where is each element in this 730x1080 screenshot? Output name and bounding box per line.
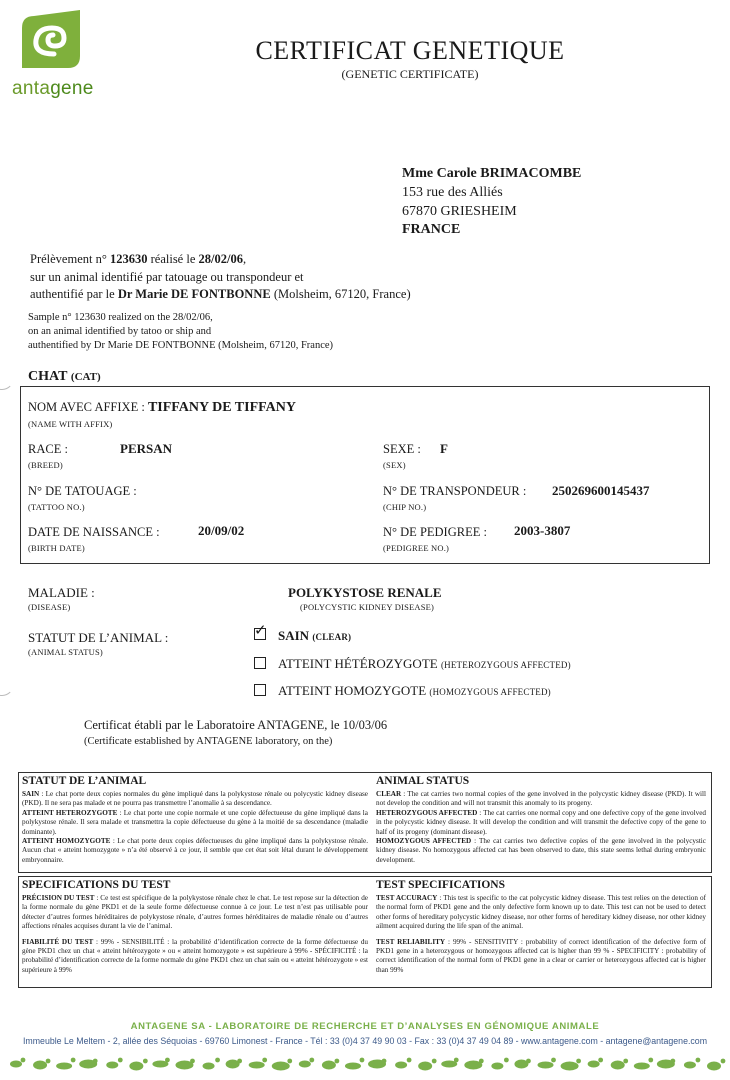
certification-line: Certificat établi par le Laboratoire ANTAGENE, le 10/03/06 <box>84 718 388 732</box>
animal-silhouette <box>395 1062 407 1069</box>
test-specs-text-en: TEST ACCURACY : This test is specific to the cat polycystic kidney disease. This test relies on the detection of the normal form of PKD1 gene and the only defective form known up to date. This test can not be used to detect other forms of hereditary polycystic kidney disease, nor other forms of hereditary kidney disease, nor other kidney ailment acquired during the life span of the animal. TEST RELIABILITY : 99% - SENSITIVITY : probability of correct identification of the defective form of PKD1 gene in a heterozygous or homozygous affected cat is higher than 99 % - SPECIFICITY : probability of correct identification of the normal form of PKD1 gene in a clear or carrier or heterozygous affected cat is higher than 99% <box>376 894 706 974</box>
test-specs-text-fr: PRÉCISION DU TEST : Ce test est spécifique de la polykystose rénale chez le chat. Le test repose sur la détection de la forme normale du gène PKD1 et de la seule forme défectueuse connue à ce jour. Le test n’est pas utilisable pour détecter d’autres formes héréditaires de polykystose rénale, d’autres formes héréditaires de maladie rénale ou d’autres affections rénales acquises durant la vie de l’animal. FIABILITÉ DU TEST : 99% - SENSIBILITÉ : la probabilité d’identification correcte de la forme défectueuse du gène PKD1 chez un chat « atteint hétérozygote » ou « atteint homozygote » est supérieure à 99% - SPÉCIFICITÉ : la probabilité d’identification correcte de la forme normale du gène PKD1 chez un chat sain ou « atteint hétérozygote » est supérieure à 99% <box>22 894 369 974</box>
animal-silhouette-head <box>215 1058 220 1063</box>
species-header: CHAT (CAT) <box>28 369 101 384</box>
animal-silhouette-head <box>479 1059 484 1064</box>
animal-silhouette-head <box>262 1058 267 1063</box>
certification-line-en: (Certificate established by ANTAGENE laboratory, on the) <box>84 736 333 747</box>
animal-silhouette-head <box>143 1059 148 1064</box>
animal-silhouette-head <box>309 1058 314 1063</box>
tattoo-sub: (TATTOO NO.) <box>28 502 85 512</box>
animal-silhouette-head <box>334 1059 339 1064</box>
disease-value: POLYKYSTOSE RENALE <box>288 585 442 600</box>
sample-en-line-2: on an animal identified by tatoo or ship and <box>28 326 212 337</box>
animal-silhouette-head <box>93 1059 98 1064</box>
status-info-text-en: CLEAR : The cat carries two normal copies of the gene involved in the polycystic kidney disease (PKD). It will not develop the condition and will not transmit this anomaly to its progeny. HETEROZYGOUS AFFECTED : The cat carries one normal copy and one defective copy of the gene involved in the polycystic kidney disease. It will develop the condition and will transmit the defective copy of the gene to half of its progeny (dominant disease). HOMOZYGOUS AFFECTED : The cat carries two defective copies of the gene involved in the polycystic kidney disease. No homozygous affected cat has been observed to date, this state seems lethal during embryonic development. <box>376 790 706 864</box>
status-label: STATUT DE L’ANIMAL : <box>28 630 169 645</box>
sample-line-3: authentifié par le Dr Marie DE FONTBONNE (Molsheim, 67120, France) <box>30 287 411 301</box>
status-info-title-en: ANIMAL STATUS <box>376 775 470 787</box>
animal-silhouette-head <box>623 1059 628 1064</box>
animal-silhouettes-icon <box>4 1051 726 1073</box>
vet-name: Dr Marie DE FONTBONNE <box>117 287 271 301</box>
animal-silhouette <box>418 1062 432 1071</box>
punch-hole-mark <box>0 672 14 696</box>
pedigree-sub: (PEDIGREE NO.) <box>383 543 450 553</box>
animal-silhouette-head <box>237 1059 242 1064</box>
status-option-homozygous: ATTEINT HOMOZYGOTE (HOMOZYGOUS AFFECTED) <box>278 683 551 698</box>
sample-en-line-1: Sample n° 123630 realized on the 28/02/06, <box>28 312 213 323</box>
animal-silhouette-head <box>118 1058 123 1063</box>
certificate-subtitle: (GENETIC CERTIFICATE) <box>341 67 479 81</box>
punch-hole-mark <box>0 366 14 390</box>
animal-silhouette-head <box>454 1058 459 1063</box>
animal-silhouette <box>10 1061 22 1068</box>
animal-silhouette <box>322 1061 336 1070</box>
status-option-homozygous-checkbox <box>254 684 266 696</box>
recipient-name: Mme Carole BRIMACOMBE <box>402 166 582 181</box>
animal-silhouette-head <box>382 1059 387 1064</box>
animal-silhouette-head <box>360 1058 365 1063</box>
animal-silhouette <box>611 1061 625 1070</box>
status-info-title-fr: STATUT DE L’ANIMAL <box>22 775 147 787</box>
animal-silhouette <box>345 1063 361 1070</box>
name-label: NOM AVEC AFFIXE : TIFFANY DE TIFFANY <box>28 400 296 415</box>
animal-silhouette-head <box>526 1059 531 1064</box>
status-option-heterozygous: ATTEINT HÉTÉROZYGOTE (HETEROZYGOUS AFFECTED) <box>278 656 571 671</box>
sample-number: 123630 <box>109 252 148 266</box>
sample-date: 28/02/06 <box>198 252 243 266</box>
birth-value: 20/09/02 <box>198 523 245 538</box>
name-sub: (NAME WITH AFFIX) <box>28 419 113 429</box>
animal-silhouette <box>491 1063 503 1070</box>
status-option-heterozygous-checkbox <box>254 657 266 669</box>
animal-silhouette <box>56 1063 72 1070</box>
animal-silhouette <box>634 1063 650 1070</box>
test-specs-title-fr: SPECIFICATIONS DU TEST <box>22 879 171 891</box>
status-info-text-fr: SAIN : Le chat porte deux copies normales du gène impliqué dans la polykystose rénale ou polycystic kidney disease (PKD). Il ne sera pas malade et ne pourra pas transmettre l’anomalie à sa descendance. ATTEINT HETEROZYGOTE : Le chat porte une copie normale et une copie défectueuse du gène impliqué dans la polykystose rénale. Il sera malade et transmettra la copie défectueuse du gène à la moitié de sa descendance (maladie dominante). ATTEINT HOMOZYGOTE : Le chat porte deux copies défectueuses du gène impliqué dans la polykystose rénale. Aucun chat « atteint homozygote » n’a été observé à ce jour, il semble que cet état soit létal durant le développement embryonnaire. <box>22 790 368 864</box>
recipient-city: 67870 GRIESHEIM <box>402 204 517 219</box>
breed-value: PERSAN <box>120 441 173 456</box>
checkmark-icon: ✓ <box>254 623 267 639</box>
animal-silhouette <box>707 1062 721 1071</box>
status-label-en: (ANIMAL STATUS) <box>28 647 103 657</box>
animal-silhouette <box>272 1062 290 1071</box>
breed-label: RACE : <box>28 442 68 456</box>
pedigree-value: 2003-3807 <box>514 523 571 538</box>
animal-silhouette <box>249 1062 265 1069</box>
footer-company-title: ANTAGENE SA - LABORATOIRE DE RECHERCHE ET D’ANALYSES EN GÉNOMIQUE ANIMALE <box>130 1021 600 1032</box>
animal-silhouette <box>299 1061 311 1068</box>
animal-silhouette <box>106 1062 118 1069</box>
animal-silhouette-head <box>648 1058 653 1063</box>
animal-silhouette-head <box>21 1058 26 1063</box>
chip-value: 250269600145437 <box>552 483 650 498</box>
status-option-clear: SAIN (CLEAR) <box>278 628 352 643</box>
disease-label-en: (DISEASE) <box>28 602 71 612</box>
animal-silhouette-head <box>407 1058 412 1063</box>
certificate-title: CERTIFICAT GENETIQUE <box>255 36 565 65</box>
animal-silhouette-head <box>670 1059 675 1064</box>
sample-line-1: Prélèvement n° 123630 réalisé le 28/02/06, <box>30 252 247 266</box>
antagene-wordmark: antagene <box>12 78 94 99</box>
birth-label: DATE DE NAISSANCE : <box>28 525 160 539</box>
animal-silhouette <box>129 1062 143 1071</box>
animal-silhouette <box>684 1062 696 1069</box>
animal-silhouette <box>203 1063 215 1070</box>
sex-sub: (SEX) <box>383 460 406 470</box>
animal-silhouette-head <box>504 1058 509 1063</box>
test-specs-title-en: TEST SPECIFICATIONS <box>376 879 505 891</box>
animal-silhouette-head <box>432 1059 437 1064</box>
recipient-country: FRANCE <box>402 222 461 237</box>
footer-address: Immeuble Le Meltem - 2, allée des Séquoias - 69760 Limonest - France - Tél : 33 (0)4 37 49 90 03 - Fax : 33 (0)4 37 49 04 89 - www.antagene.com - antagene@antagene.com <box>22 1036 708 1046</box>
disease-value-en: (POLYCYSTIC KIDNEY DISEASE) <box>300 602 435 612</box>
animal-silhouette-head <box>551 1058 556 1063</box>
sex-label: SEXE : <box>383 442 421 456</box>
animal-silhouette-head <box>71 1058 76 1063</box>
disease-label: MALADIE : <box>28 585 95 600</box>
sample-line-2: sur un animal identifié par tatouage ou transpondeur et <box>30 270 304 284</box>
animal-silhouette-head <box>190 1059 195 1064</box>
sample-en-line-3: authentified by Dr Marie DE FONTBONNE (Molsheim, 67120, France) <box>28 340 334 351</box>
animal-silhouette-head <box>287 1059 292 1064</box>
animal-silhouette <box>33 1061 47 1070</box>
animal-silhouette <box>561 1062 579 1071</box>
birth-sub: (BIRTH DATE) <box>28 543 85 553</box>
animal-silhouette-head <box>598 1058 603 1063</box>
animal-silhouette <box>588 1061 600 1068</box>
chip-label: N° DE TRANSPONDEUR : <box>383 484 527 498</box>
animal-silhouette-head <box>696 1058 701 1063</box>
animal-silhouette-head <box>165 1058 170 1063</box>
animal-silhouette-head <box>46 1059 51 1064</box>
name-value: TIFFANY DE TIFFANY <box>147 400 296 415</box>
breed-sub: (BREED) <box>28 460 63 470</box>
animal-silhouette-head <box>576 1059 581 1064</box>
chip-sub: (CHIP NO.) <box>383 502 427 512</box>
animal-silhouette <box>538 1062 554 1069</box>
status-option-clear-checkbox <box>254 623 267 640</box>
tattoo-label: N° DE TATOUAGE : <box>28 484 137 498</box>
recipient-street: 153 rue des Alliés <box>402 185 503 200</box>
animal-silhouette-head <box>721 1059 726 1064</box>
sex-value: F <box>440 441 448 456</box>
pedigree-label: N° DE PEDIGREE : <box>383 525 487 539</box>
